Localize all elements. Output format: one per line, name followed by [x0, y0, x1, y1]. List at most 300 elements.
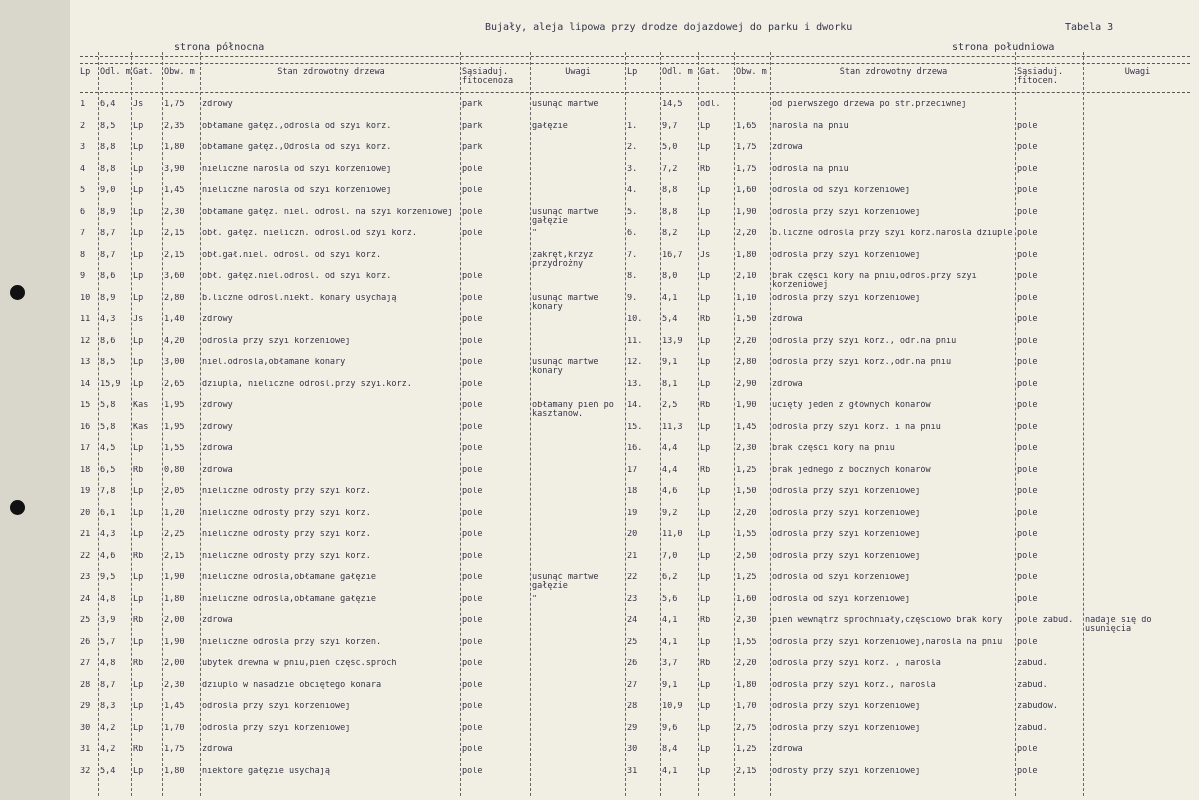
south-cell-species: Rb [700, 465, 711, 475]
south-cell-circumference: 1,90 [736, 401, 757, 410]
north-cell-distance: 3,9 [100, 616, 116, 625]
south-cell-condition: odrośla na pniu [772, 164, 849, 174]
north-cell-adjacent-phytocenosis: pole [462, 465, 483, 475]
south-cell-species: Lp [700, 508, 711, 518]
table-rule [80, 56, 1190, 57]
north-cell-lp: 13 [80, 358, 91, 367]
north-cell-circumference: 2,15 [164, 551, 185, 561]
document-title: Bujały, aleja lipowa przy drodze dojazdowej do parku i dworku [485, 22, 853, 33]
north-cell-species: Lp [133, 379, 144, 389]
south-cell-circumference: 2,90 [736, 379, 757, 389]
south-cell-distance: 6,2 [662, 573, 678, 582]
north-cell-species: Kas [133, 401, 149, 410]
north-cell-adjacent-phytocenosis: pole [462, 336, 483, 346]
south-header-distance: Odl. m [662, 67, 693, 77]
south-cell-lp: 1. [627, 121, 638, 131]
south-cell-condition: odrośla przy szyi korz.,odr.na pniu [772, 358, 952, 367]
south-cell-distance: 8,1 [662, 379, 678, 389]
south-cell-circumference: 2,30 [736, 444, 757, 453]
north-cell-circumference: 2,15 [164, 229, 185, 238]
north-cell-species: Rb [133, 465, 144, 475]
north-cell-remarks: usunąć martwe gałęzie [532, 207, 599, 226]
south-cell-lp: 27 [627, 680, 638, 690]
north-cell-distance: 8,7 [100, 680, 116, 690]
south-cell-circumference: 1,65 [736, 121, 757, 131]
north-cell-adjacent-phytocenosis: pole [462, 594, 483, 604]
column-rule [460, 52, 461, 796]
north-header-distance: Odl. m [100, 67, 131, 77]
north-cell-circumference: 2,15 [164, 250, 185, 260]
north-cell-distance: 9,0 [100, 186, 116, 195]
north-cell-species: Js [133, 100, 144, 109]
south-cell-lp: 9. [627, 293, 638, 303]
south-cell-adjacent-phytocenosis: pole [1017, 121, 1038, 131]
south-cell-adjacent-phytocenosis: pole [1017, 379, 1038, 389]
north-cell-condition: nieliczne odrosty przy szyi korz. [202, 551, 371, 561]
south-cell-lp: 22 [627, 573, 638, 582]
south-cell-distance: 4,1 [662, 293, 678, 303]
north-cell-adjacent-phytocenosis: pole [462, 487, 483, 496]
south-cell-condition: odrośla przy szyi korzeniowej [772, 723, 921, 733]
north-cell-adjacent-phytocenosis: pole [462, 680, 483, 690]
north-cell-distance: 5,4 [100, 766, 116, 776]
north-header-adjacent-phytocenosis: Sąsiaduj. fitocenoza [462, 67, 514, 86]
south-cell-distance: 9,7 [662, 121, 678, 131]
south-cell-circumference: 1,25 [736, 465, 757, 475]
south-cell-lp: 13. [627, 379, 643, 389]
south-cell-species: Rb [700, 616, 711, 625]
south-cell-condition: odrośla przy szyi korzeniowej [772, 702, 921, 711]
north-cell-distance: 5,8 [100, 422, 116, 432]
south-cell-adjacent-phytocenosis: pole [1017, 422, 1038, 432]
north-cell-lp: 5 [80, 186, 86, 195]
south-cell-species: Lp [700, 530, 711, 539]
north-cell-adjacent-phytocenosis: pole [462, 164, 483, 174]
south-cell-circumference: 1,45 [736, 422, 757, 432]
north-cell-lp: 26 [80, 637, 91, 647]
north-header-species: Gat. [133, 67, 154, 77]
north-cell-species: Kas [133, 422, 149, 432]
south-cell-distance: 3,7 [662, 659, 678, 668]
north-cell-species: Lp [133, 358, 144, 367]
north-cell-species: Lp [133, 293, 144, 303]
north-cell-adjacent-phytocenosis: pole [462, 444, 483, 453]
north-cell-circumference: 4,20 [164, 336, 185, 346]
north-cell-circumference: 1,80 [164, 594, 185, 604]
south-cell-circumference: 2,20 [736, 336, 757, 346]
south-cell-distance: 4,4 [662, 465, 678, 475]
north-cell-adjacent-phytocenosis: pole [462, 186, 483, 195]
south-cell-adjacent-phytocenosis: pole [1017, 551, 1038, 561]
north-cell-adjacent-phytocenosis: pole [462, 315, 483, 324]
north-cell-distance: 8,6 [100, 336, 116, 346]
north-cell-condition: niel.odrośla,obłamane konary [202, 358, 346, 367]
south-cell-condition: odrośla przy szyi korzeniowej,narośla na pniu [772, 637, 1003, 647]
north-cell-circumference: 1,45 [164, 186, 185, 195]
north-cell-adjacent-phytocenosis: park [462, 121, 483, 131]
north-cell-species: Lp [133, 444, 144, 453]
north-cell-circumference: 0,80 [164, 465, 185, 475]
north-cell-condition: zdrowy [202, 422, 233, 432]
north-cell-distance: 6,1 [100, 508, 116, 518]
south-cell-condition: narośla na pniu [772, 121, 849, 131]
south-cell-distance: 5,6 [662, 594, 678, 604]
north-cell-condition: obł. gałęz.niel.odrośl. od szyi korz. [202, 272, 392, 281]
north-cell-adjacent-phytocenosis: pole [462, 358, 483, 367]
north-cell-lp: 32 [80, 766, 91, 776]
north-side-label: strona północna [174, 42, 265, 53]
south-cell-species: Lp [700, 121, 711, 131]
north-cell-remarks: usunąć martwe [532, 100, 599, 109]
table-number: Tabela 3 [1065, 22, 1114, 33]
north-cell-condition: dziuplo w nasadzie obciętego konara [202, 680, 382, 690]
north-cell-lp: 10 [80, 293, 91, 303]
north-cell-condition: nieliczne odrosty przy szyi korz. [202, 508, 371, 518]
south-cell-adjacent-phytocenosis: pole [1017, 207, 1038, 217]
north-cell-species: Lp [133, 143, 144, 152]
south-header-lp: Lp [627, 67, 638, 77]
south-cell-circumference: 1,25 [736, 573, 757, 582]
table-rule [80, 63, 1190, 64]
south-cell-distance: 5,4 [662, 315, 678, 324]
north-cell-species: Lp [133, 680, 144, 690]
north-cell-circumference: 1,20 [164, 508, 185, 518]
north-cell-condition: nieliczne odrośla przy szyi korzen. [202, 637, 382, 647]
binder-hole-icon [10, 500, 25, 515]
south-cell-species: Lp [700, 487, 711, 496]
north-cell-circumference: 2,00 [164, 616, 185, 625]
north-cell-lp: 30 [80, 723, 91, 733]
north-cell-adjacent-phytocenosis: pole [462, 551, 483, 561]
north-cell-lp: 2 [80, 121, 86, 131]
north-cell-circumference: 3,00 [164, 358, 185, 367]
south-cell-distance: 7,0 [662, 551, 678, 561]
south-cell-condition: odrośla przy szyi korzeniowej [772, 207, 921, 217]
south-cell-adjacent-phytocenosis: pole [1017, 594, 1038, 604]
south-cell-circumference: 2,20 [736, 508, 757, 518]
table-rule [80, 92, 1190, 93]
north-header-condition: Stan zdrowotny drzewa [277, 67, 385, 77]
south-cell-distance: 9,2 [662, 508, 678, 518]
north-cell-distance: 8,7 [100, 250, 116, 260]
north-cell-lp: 3 [80, 143, 86, 152]
south-cell-lp: 20 [627, 530, 638, 539]
south-cell-condition: odrośla przy szyi korzeniowej [772, 551, 921, 561]
north-cell-circumference: 3,90 [164, 164, 185, 174]
south-cell-distance: 9,1 [662, 680, 678, 690]
north-cell-species: Lp [133, 637, 144, 647]
north-cell-adjacent-phytocenosis: pole [462, 530, 483, 539]
south-cell-circumference: 2,20 [736, 229, 757, 238]
south-cell-condition: pień wewnątrz spróchniały,częściowo brak kory [772, 616, 1003, 625]
south-cell-adjacent-phytocenosis: pole [1017, 766, 1038, 776]
south-cell-lp: 18 [627, 487, 638, 496]
south-cell-circumference: 1,75 [736, 143, 757, 152]
north-cell-species: Lp [133, 594, 144, 604]
south-cell-circumference: 2,10 [736, 272, 757, 281]
north-cell-species: Rb [133, 659, 144, 668]
south-cell-adjacent-phytocenosis: pole [1017, 336, 1038, 346]
north-cell-remarks: usunąć martwe konary [532, 358, 599, 376]
north-cell-lp: 23 [80, 573, 91, 582]
south-header-species: Gat. [700, 67, 721, 77]
north-cell-adjacent-phytocenosis: pole [462, 401, 483, 410]
south-cell-condition: odrośla przy szyi korzeniowej [772, 250, 921, 260]
south-cell-lp: 26 [627, 659, 638, 668]
north-cell-lp: 28 [80, 680, 91, 690]
south-cell-circumference: 2,50 [736, 551, 757, 561]
south-cell-lp: 4. [627, 186, 638, 195]
north-cell-lp: 24 [80, 594, 91, 604]
column-rule [1083, 52, 1084, 796]
north-cell-distance: 4,6 [100, 551, 116, 561]
north-cell-species: Lp [133, 530, 144, 539]
south-cell-adjacent-phytocenosis: pole [1017, 530, 1038, 539]
south-cell-species: Lp [700, 637, 711, 647]
south-cell-lp: 31 [627, 766, 638, 776]
south-cell-species: Rb [700, 401, 711, 410]
north-cell-species: Lp [133, 766, 144, 776]
north-cell-circumference: 1,40 [164, 315, 185, 324]
north-cell-remarks: gałęzie [532, 121, 568, 131]
south-cell-distance: 8,8 [662, 207, 678, 217]
south-cell-lp: 23 [627, 594, 638, 604]
south-cell-lp: 8. [627, 272, 638, 281]
north-cell-species: Lp [133, 702, 144, 711]
north-cell-species: Rb [133, 551, 144, 561]
south-header-adjacent-phytocenosis: Sąsiaduj. fitocen. [1017, 67, 1064, 86]
north-header-lp: Lp [80, 67, 91, 77]
north-cell-distance: 5,7 [100, 637, 116, 647]
north-cell-lp: 25 [80, 616, 91, 625]
north-cell-adjacent-phytocenosis: pole [462, 272, 483, 281]
south-cell-species: Lp [700, 186, 711, 195]
north-cell-adjacent-phytocenosis: pole [462, 745, 483, 754]
north-cell-distance: 4,2 [100, 745, 116, 754]
north-cell-lp: 17 [80, 444, 91, 453]
north-cell-condition: nieliczne odrosty przy szyi korz. [202, 487, 371, 496]
south-cell-species: odl. [700, 100, 721, 109]
north-cell-distance: 4,3 [100, 530, 116, 539]
south-cell-lp: 16. [627, 444, 643, 453]
north-cell-lp: 6 [80, 207, 86, 217]
south-cell-distance: 7,2 [662, 164, 678, 174]
north-cell-remarks: zakręt,krzyż przydrożny [532, 250, 594, 269]
column-rule [1015, 52, 1016, 796]
north-cell-species: Lp [133, 336, 144, 346]
south-cell-circumference: 1,60 [736, 186, 757, 195]
south-cell-condition: odrośla przy szyi korz., odr.na pniu [772, 336, 957, 346]
north-cell-species: Lp [133, 250, 144, 260]
south-cell-condition: odrośla od szyi korzeniowej [772, 186, 911, 195]
north-cell-condition: obłamane gałęz.,odrośla od szyi korz. [202, 121, 392, 131]
south-cell-lp: 19 [627, 508, 638, 518]
south-cell-species: Lp [700, 143, 711, 152]
north-cell-circumference: 1,45 [164, 702, 185, 711]
north-cell-species: Js [133, 315, 144, 324]
south-cell-adjacent-phytocenosis: pole [1017, 186, 1038, 195]
north-cell-condition: obł. gałęz. nieliczn. odrośl.od szyi korz. [202, 229, 417, 238]
south-cell-distance: 2,5 [662, 401, 678, 410]
south-cell-circumference: 2,30 [736, 616, 757, 625]
north-cell-adjacent-phytocenosis: pole [462, 659, 483, 668]
south-cell-adjacent-phytocenosis: zabud. [1017, 723, 1048, 733]
document-sheet [70, 0, 1199, 800]
south-cell-species: Lp [700, 444, 711, 453]
north-cell-lp: 20 [80, 508, 91, 518]
north-cell-remarks: " [532, 229, 538, 238]
north-cell-lp: 4 [80, 164, 86, 174]
north-cell-lp: 16 [80, 422, 91, 432]
north-cell-circumference: 2,25 [164, 530, 185, 539]
south-cell-circumference: 2,20 [736, 659, 757, 668]
south-cell-condition: brak jednego z bocznych konarów [772, 465, 931, 475]
south-cell-condition: od pierwszego drzewa po str.przeciwnej [772, 100, 967, 109]
north-cell-distance: 8,7 [100, 229, 116, 238]
north-cell-species: Rb [133, 745, 144, 754]
south-cell-species: Lp [700, 766, 711, 776]
south-cell-species: Lp [700, 551, 711, 561]
south-cell-species: Rb [700, 315, 711, 324]
south-cell-species: Lp [700, 272, 711, 281]
south-cell-circumference: 1,50 [736, 487, 757, 496]
south-cell-lp: 17 [627, 465, 638, 475]
north-cell-distance: 7,8 [100, 487, 116, 496]
south-cell-lp: 25 [627, 637, 638, 647]
south-header-remarks: Uwagi [1124, 67, 1151, 77]
south-cell-circumference: 1,80 [736, 680, 757, 690]
north-cell-lp: 12 [80, 336, 91, 346]
north-cell-condition: nieliczne narośla od szyi korzeniowej [202, 186, 392, 195]
south-cell-adjacent-phytocenosis: pole [1017, 401, 1038, 410]
south-cell-distance: 9,1 [662, 358, 678, 367]
north-cell-condition: nieliczne odrośla,obłamane gałęzie [202, 594, 376, 604]
north-cell-distance: 8,8 [100, 143, 116, 152]
north-cell-circumference: 1,55 [164, 444, 185, 453]
column-rule [625, 52, 626, 796]
north-cell-condition: odrośla przy szyi korzeniowej [202, 702, 351, 711]
south-cell-lp: 29 [627, 723, 638, 733]
north-cell-lp: 18 [80, 465, 91, 475]
north-cell-adjacent-phytocenosis: pole [462, 508, 483, 518]
south-cell-distance: 8,8 [662, 186, 678, 195]
north-cell-circumference: 2,80 [164, 293, 185, 303]
north-cell-condition: b.liczne odrośl.niekt. konary usychają [202, 293, 397, 303]
north-cell-circumference: 2,00 [164, 659, 185, 668]
north-cell-circumference: 2,65 [164, 379, 185, 389]
north-cell-distance: 8,9 [100, 293, 116, 303]
north-cell-remarks: usunąć martwe konary [532, 293, 599, 312]
south-cell-species: Lp [700, 594, 711, 604]
north-cell-adjacent-phytocenosis: pole [462, 616, 483, 625]
south-cell-lp: 5. [627, 207, 638, 217]
north-cell-distance: 15,9 [100, 379, 121, 389]
south-cell-species: Lp [700, 207, 711, 217]
south-cell-distance: 16,7 [662, 250, 683, 260]
north-cell-species: Lp [133, 272, 144, 281]
south-cell-condition: odrośla przy szyi korz. , narośla [772, 659, 941, 668]
south-cell-adjacent-phytocenosis: pole [1017, 358, 1038, 367]
north-cell-remarks: usunąć martwe gałęzie [532, 573, 599, 591]
south-header-circumference: Obw. m [736, 67, 767, 77]
south-cell-species: Lp [700, 336, 711, 346]
page-margin-strip [0, 0, 70, 800]
south-cell-distance: 8,0 [662, 272, 678, 281]
north-cell-adjacent-phytocenosis: pole [462, 766, 483, 776]
north-cell-condition: nieliczne odrośla,obłamane gałęzie [202, 573, 376, 582]
south-cell-adjacent-phytocenosis: pole [1017, 637, 1038, 647]
south-cell-distance: 11,3 [662, 422, 683, 432]
north-cell-circumference: 2,30 [164, 207, 185, 217]
south-cell-condition: odrośla przy szyi korzeniowej [772, 487, 921, 496]
north-cell-circumference: 1,90 [164, 573, 185, 582]
north-cell-lp: 14 [80, 379, 91, 389]
north-cell-circumference: 3,60 [164, 272, 185, 281]
south-cell-condition: odrośla przy szyi korz., narośla [772, 680, 936, 690]
north-cell-condition: odrośla przy szyi korzeniowej [202, 336, 351, 346]
south-cell-circumference: 1,55 [736, 637, 757, 647]
south-cell-distance: 4,4 [662, 444, 678, 453]
north-cell-distance: 4,2 [100, 723, 116, 733]
south-cell-lp: 12. [627, 358, 643, 367]
south-cell-species: Lp [700, 229, 711, 238]
south-cell-distance: 8,4 [662, 745, 678, 754]
south-cell-adjacent-phytocenosis: pole [1017, 444, 1038, 453]
north-cell-condition: zdrowa [202, 444, 233, 453]
south-cell-circumference: 1,10 [736, 293, 757, 303]
north-cell-condition: obłamane gałęz.,Odrośla od szyi korz. [202, 143, 392, 152]
south-cell-lp: 14. [627, 401, 643, 410]
south-cell-circumference: 2,75 [736, 723, 757, 733]
south-cell-condition: b.liczne odrośla przy szyi korz.narośla dziuple [772, 229, 1013, 238]
south-cell-adjacent-phytocenosis: pole [1017, 164, 1038, 174]
column-rule [530, 52, 531, 796]
north-cell-adjacent-phytocenosis: pole [462, 422, 483, 432]
south-cell-species: Rb [700, 659, 711, 668]
south-cell-lp: 30 [627, 745, 638, 754]
south-cell-condition: brak części kory na pniu [772, 444, 895, 453]
south-cell-lp: 21 [627, 551, 638, 561]
north-cell-condition: dziupla, nieliczne odrośl.przy szyi.korz. [202, 379, 412, 389]
south-cell-species: Js [700, 250, 711, 260]
north-cell-distance: 6,4 [100, 100, 116, 109]
north-cell-adjacent-phytocenosis: park [462, 143, 483, 152]
south-cell-condition: ucięty jeden z głównych konarów [772, 401, 931, 410]
north-cell-adjacent-phytocenosis: park [462, 100, 483, 109]
north-cell-adjacent-phytocenosis: pole [462, 229, 483, 238]
north-cell-condition: ubytek drewna w pniu,pień częśc.spróch [202, 659, 397, 668]
south-cell-circumference: 1,70 [736, 702, 757, 711]
north-cell-lp: 31 [80, 745, 91, 754]
south-cell-remarks: nadaje się do usunięcia [1085, 616, 1152, 634]
south-cell-adjacent-phytocenosis: pole [1017, 465, 1038, 475]
north-cell-distance: 5,8 [100, 401, 116, 410]
south-cell-adjacent-phytocenosis: pole [1017, 508, 1038, 518]
north-cell-circumference: 1,90 [164, 637, 185, 647]
north-cell-condition: zdrowy [202, 401, 233, 410]
north-cell-condition: zdrowa [202, 465, 233, 475]
north-cell-species: Lp [133, 229, 144, 238]
south-cell-circumference: 1,50 [736, 315, 757, 324]
north-cell-adjacent-phytocenosis: pole [462, 702, 483, 711]
south-cell-adjacent-phytocenosis: pole zabud. [1017, 616, 1074, 625]
north-cell-lp: 21 [80, 530, 91, 539]
north-cell-circumference: 2,35 [164, 121, 185, 131]
south-cell-condition: brak części kory na pniu,odroś.przy szyi korzeniowej [772, 272, 977, 290]
north-cell-lp: 1 [80, 100, 86, 109]
south-cell-lp: 28 [627, 702, 638, 711]
south-cell-circumference: 1,90 [736, 207, 757, 217]
